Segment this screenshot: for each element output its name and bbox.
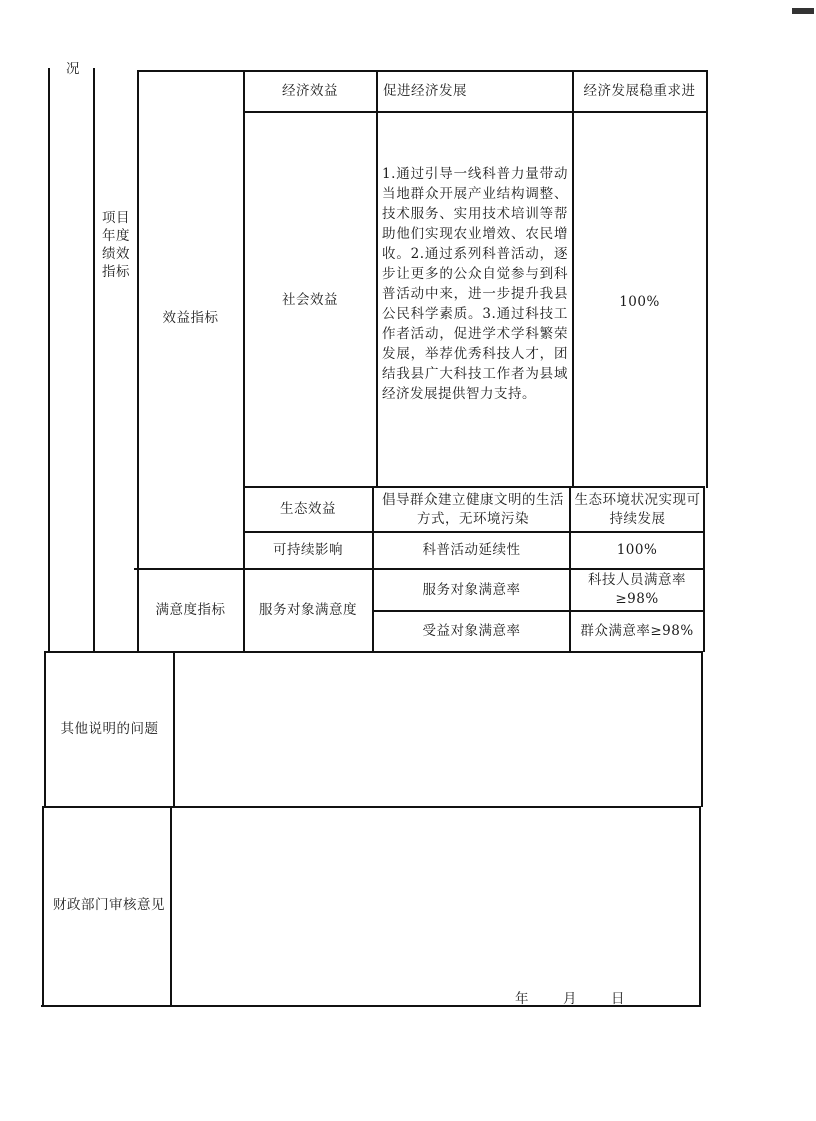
finance-review-field [172,808,699,988]
beneficiary-satisfaction-rate-target: 群众满意率≥98% [580,623,694,639]
other-issues-label: 其他说明的问题 [60,721,159,737]
sustainable-impact-label: 可持续影响 [273,541,343,558]
date-month: 月 [563,990,577,1007]
benefit-indicator-label: 效益指标 [162,309,219,326]
economic-benefit-content: 促进经济发展 [383,83,467,99]
service-satisfaction-rate-label: 服务对象满意率 [422,581,521,598]
top-fragment-char: 况 [66,60,80,77]
economic-benefit-label: 经济效益 [282,83,338,99]
ecological-benefit-content: 倡导群众建立健康文明的生活方式，无环境污染 [382,491,564,527]
date-day: 日 [611,990,625,1007]
economic-benefit-target: 经济发展稳重求进 [583,83,696,99]
other-issues-field [175,653,701,806]
category-label: 项目年度绩效指标 [102,210,130,280]
sustainable-impact-target: 100% [616,541,658,558]
service-satisfaction-rate-target: 科技人员满意率≥98% [588,572,686,607]
ecological-benefit-label: 生态效益 [280,501,336,517]
social-benefit-label: 社会效益 [282,291,338,308]
scan-mark [792,8,814,14]
ecological-benefit-target: 生态环境状况实现可持续发展 [574,491,701,527]
beneficiary-satisfaction-rate-label: 受益对象满意率 [422,623,521,639]
satisfaction-indicator-label: 满意度指标 [155,602,226,618]
finance-review-label: 财政部门审核意见 [53,897,165,913]
social-benefit-content: 1.通过引导一线科普力量带动当地群众开展产业结构调整、技术服务、实用技术培训等帮助他们实现农业增效、农民增收。2.通过系列科普活动，逐步让更多的公众自觉参与到科普活动中来，进一步提升我县公民科学素质。3.通过科技工作者活动，促进学术学科繁荣发展，举荐优秀科技人才，团结我县广大科技工作者为县域经济发展提供智力支持。 [382,166,568,402]
service-object-satisfaction-label: 服务对象满意度 [259,602,357,618]
date-year: 年 [515,990,529,1007]
social-benefit-target: 100% [619,293,660,310]
sustainable-impact-content: 科普活动延续性 [422,541,521,558]
